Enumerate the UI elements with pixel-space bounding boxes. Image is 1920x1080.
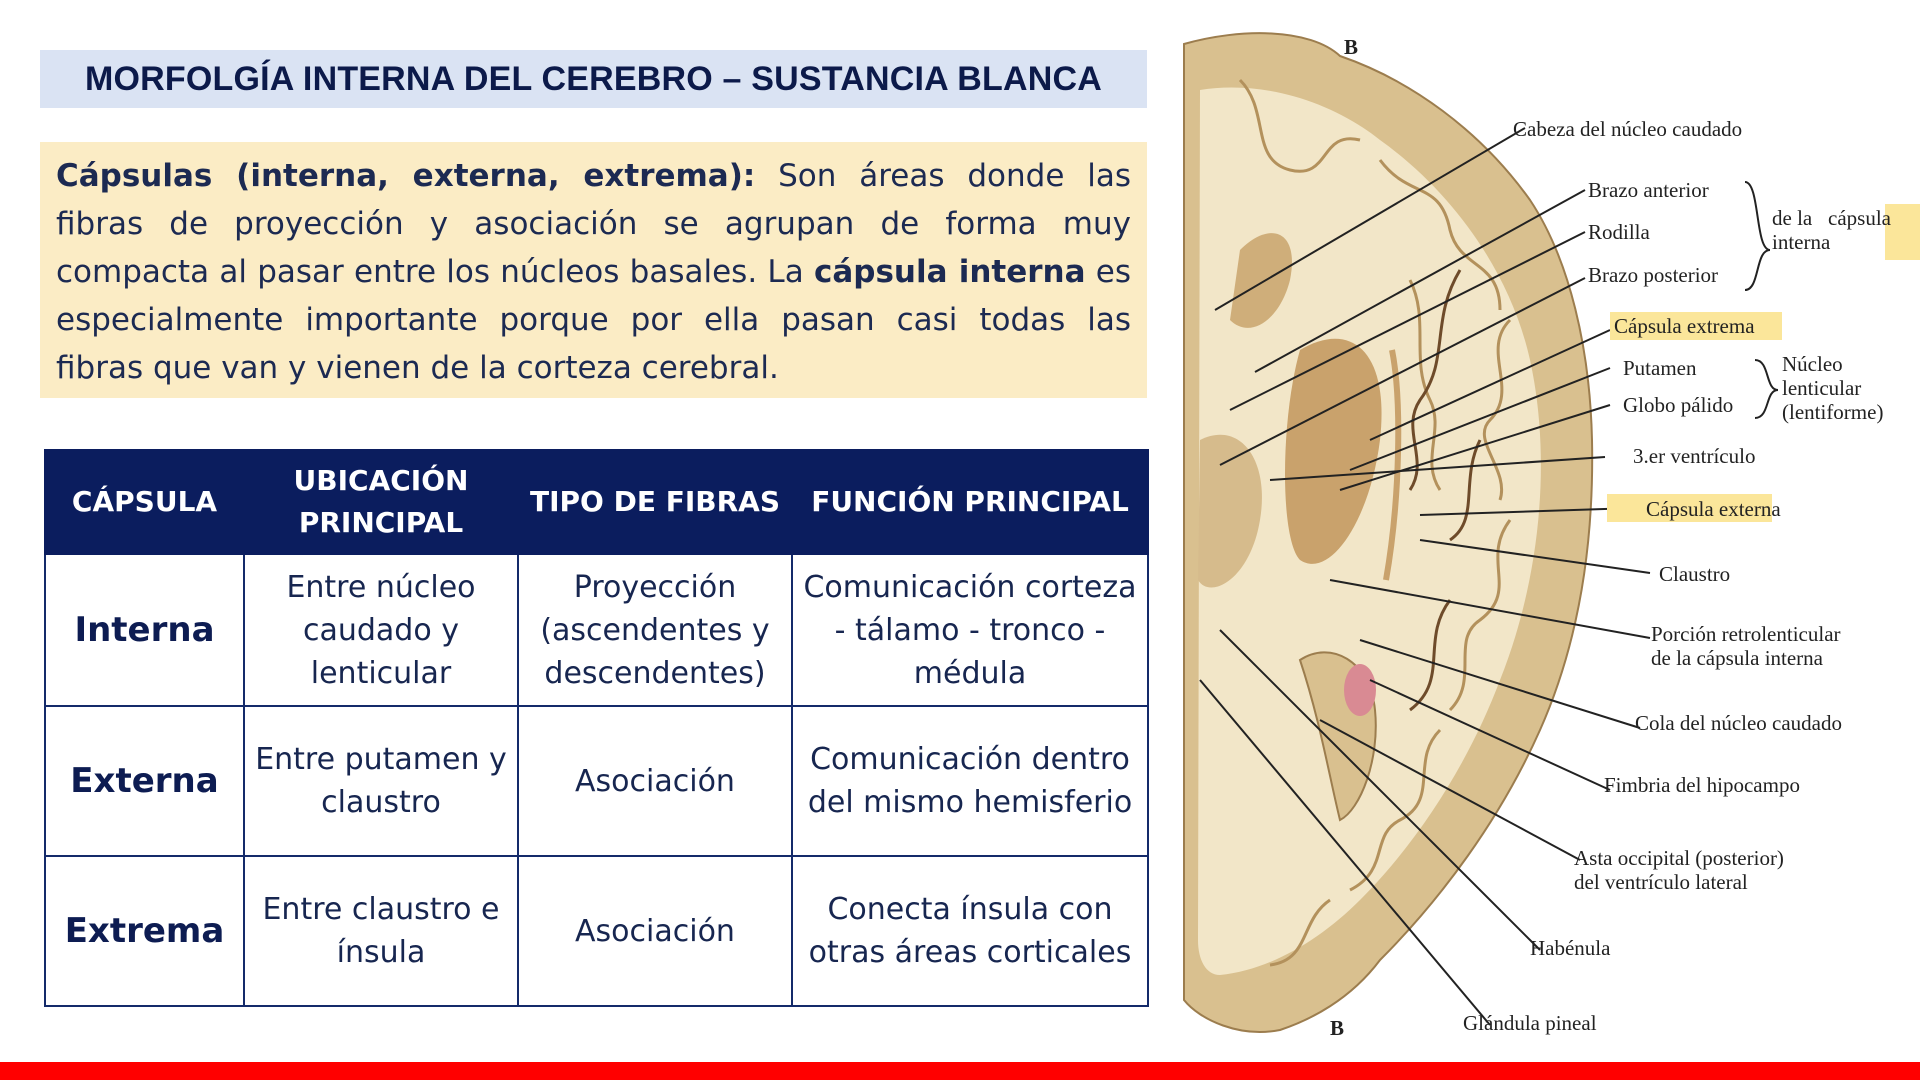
header-capsula: CÁPSULA [45,450,244,554]
table-row [45,554,1148,706]
cell-function: Comunicación corteza - tálamo - tronco - médula [792,554,1148,706]
label-habenula: Habénula [1530,936,1611,960]
label-capsula-externa: Cápsula externa [1646,497,1781,521]
label-interna: interna [1772,230,1831,254]
capsules-table [44,449,1149,1007]
table-row [45,856,1148,1006]
label-rodilla: Rodilla [1588,220,1650,244]
intro-bold-mid: cápsula interna [813,254,1086,290]
label-retrolenticular-2: de la cápsula interna [1651,646,1823,670]
section-mark-top: B [1344,35,1359,59]
label-asta-1: Asta occipital (posterior) [1574,846,1784,870]
label-globo-palido: Globo pálido [1623,393,1734,417]
brain-section-figure [1180,20,1920,1060]
cell-fiber-type: Proyección (ascendentes y descendentes) [518,554,792,706]
intro-text-a: Son áreas donde las fibras de proyección y asociación se agrupan de forma muy compacta al pasar entre los núcleos basales. La [56,158,1131,290]
label-brazo-posterior: Brazo posterior [1588,263,1719,287]
label-lenticular: lenticular [1782,376,1862,400]
pineal-gland [1344,664,1376,716]
label-retrolenticular-1: Porción retrolenticular [1651,622,1841,646]
label-claustro: Claustro [1659,562,1731,586]
bottom-accent-bar [0,1062,1920,1080]
cell-location: Entre núcleo caudado y lenticular [244,554,518,706]
label-glandula-pineal: Glándula pineal [1463,1011,1597,1035]
slide-title: MORFOLGÍA INTERNA DEL CEREBRO – SUSTANCIA BLANCA [84,59,1103,98]
label-putamen: Putamen [1623,356,1697,380]
label-asta-2: del ventrículo lateral [1574,870,1748,894]
cell-fiber-type: Asociación [518,856,792,1006]
header-tipo-fibras: TIPO DE FIBRAS [518,450,792,554]
label-capsula: cápsula [1828,206,1891,230]
cell-fiber-type: Asociación [518,706,792,856]
label-fimbria: Fimbria del hipocampo [1604,773,1800,797]
slide-title-bar [40,50,1147,108]
cell-capsule-name: Extrema [45,856,244,1006]
intro-paragraph [40,142,1147,398]
cell-location: Entre claustro e ínsula [244,856,518,1006]
intro-text-b: es especialmente importante porque por ella pasan casi todas las fibras que van y vienen de la corteza cerebral. [56,254,1131,386]
brace-capsula-interna [1745,182,1770,290]
label-brazo-anterior: Brazo anterior [1588,178,1709,202]
label-de-la: de la [1772,206,1813,230]
brace-nucleo-lenticular [1755,360,1778,418]
label-cola-caudado: Cola del núcleo caudado [1635,711,1843,735]
cell-location: Entre putamen y claustro [244,706,518,856]
table-row [45,706,1148,856]
label-tercer-ventriculo: 3.er ventrículo [1633,444,1756,468]
header-funcion: FUNCIÓN PRINCIPAL [792,450,1148,554]
cell-function: Comunicación dentro del mismo hemisferio [792,706,1148,856]
label-capsula-extrema: Cápsula extrema [1614,314,1755,338]
brain-section-illustration [1180,20,1920,1060]
table-header-row [45,450,1148,554]
label-lentiforme: (lentiforme) [1782,400,1884,424]
cell-capsule-name: Interna [45,554,244,706]
header-ubicacion: UBICACIÓN PRINCIPAL [244,450,518,554]
intro-bold-lead: Cápsulas (interna, externa, extrema): [56,158,756,194]
section-mark-bottom: B [1330,1016,1345,1040]
cell-function: Conecta ínsula con otras áreas corticales [792,856,1148,1006]
label-cabeza-caudado: Cabeza del núcleo caudado [1513,117,1743,141]
label-nucleo: Núcleo [1782,352,1843,376]
cell-capsule-name: Externa [45,706,244,856]
